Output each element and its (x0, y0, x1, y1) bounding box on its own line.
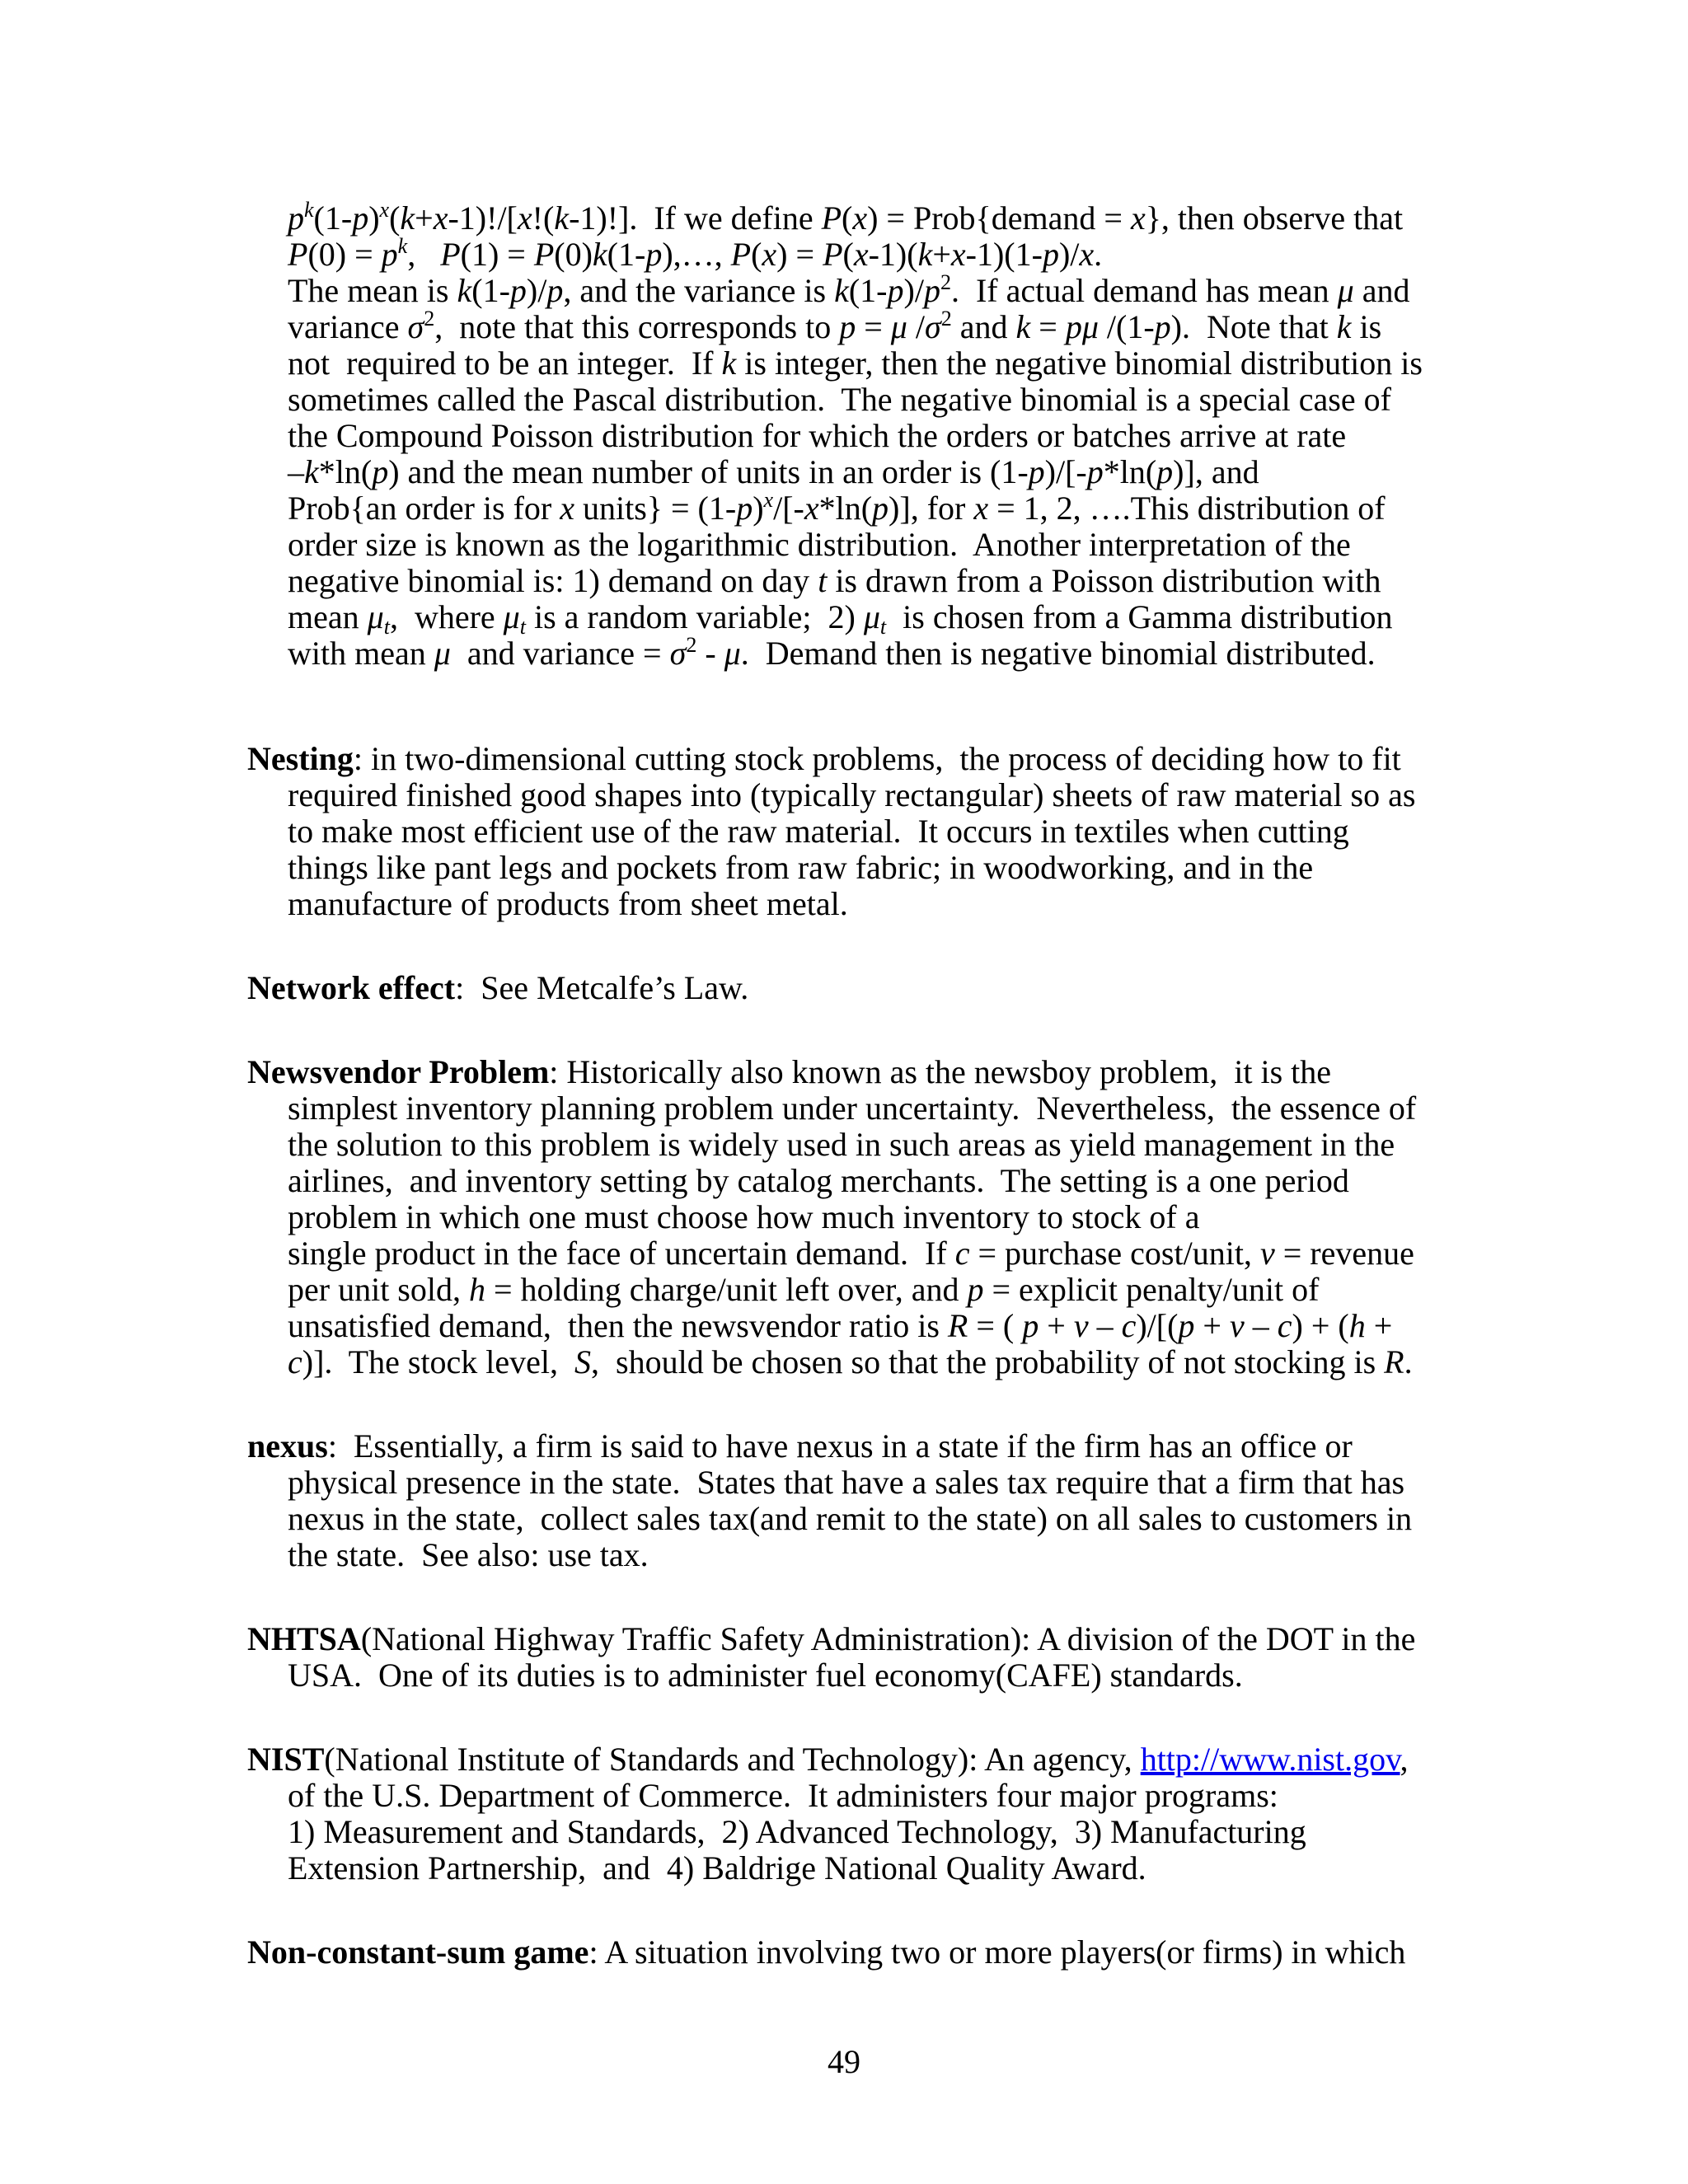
text-run: = 1, 2, ….This distribution of (988, 490, 1386, 527)
text-run: = explicit penalty/unit of (983, 1271, 1320, 1308)
text-run: ( (751, 236, 762, 273)
text-run: p (1154, 308, 1171, 345)
text-run: S (574, 1343, 592, 1380)
text-run: k (554, 199, 570, 237)
text-run: is a random variable; 2) (525, 598, 864, 635)
text-run: ) = Prob{demand = (867, 199, 1131, 237)
text-run: 1) Measurement and Standards, 2) Advanced Technology, 3) Manufacturing (288, 1813, 1306, 1850)
text-line (247, 1235, 1451, 1272)
text-run: p (509, 272, 527, 309)
text-line (247, 418, 1451, 454)
text-line (247, 635, 1451, 672)
text-run: σ (669, 635, 687, 672)
text-run: / (907, 308, 925, 345)
text-run: p (372, 453, 389, 490)
glossary-entry (247, 1741, 1451, 1886)
text-run: x (852, 199, 868, 237)
text-run: ( (389, 199, 401, 237)
text-run: )/ (1058, 236, 1080, 273)
text-run: required finished good shapes into (typically rectangular) sheets of raw material so as (288, 776, 1416, 813)
term-label: Nesting (247, 740, 354, 777)
text-line (247, 200, 1451, 237)
text-run: )/ (526, 272, 547, 309)
page-number: 49 (828, 2043, 860, 2080)
text-run: p (1028, 453, 1045, 490)
text-line (247, 1344, 1451, 1380)
glossary-entry (247, 1621, 1451, 1694)
text-run: x (517, 199, 532, 237)
text-line (247, 1778, 1451, 1814)
text-line (247, 813, 1451, 850)
text-run: manufacture of products from sheet metal. (288, 885, 848, 922)
text-run: x (379, 198, 390, 222)
text-run: ). Note that (1170, 308, 1337, 345)
text-run: things like pant legs and pockets from raw fabric; in woodworking, and in the (288, 849, 1314, 886)
text-run: t (519, 615, 526, 639)
text-run: -1)!/[ (448, 199, 518, 237)
text-run: μ (1337, 272, 1354, 309)
text-line (247, 490, 1451, 527)
text-run: ( (842, 199, 853, 237)
text-run: = revenue (1274, 1235, 1414, 1272)
text-run: airlines, and inventory setting by catalog merchants. The setting is a one period (288, 1162, 1349, 1199)
text-run: μ (890, 308, 907, 345)
text-run: p (1022, 1307, 1039, 1344)
text-run: 2 (940, 307, 952, 330)
term-label: Newsvendor Problem (247, 1053, 550, 1090)
text-run: h (1348, 1307, 1366, 1344)
text-run: = (856, 308, 891, 345)
text-line (247, 1090, 1451, 1127)
text-run: (0) (554, 236, 593, 273)
text-run: x (762, 236, 777, 273)
text-run: p (1042, 236, 1059, 273)
text-run: x (433, 199, 448, 237)
text-run: the state. See also: use tax. (288, 1536, 649, 1573)
text-run: P (533, 236, 555, 273)
text-run: p (645, 236, 663, 273)
glossary-entry (247, 1934, 1451, 1971)
text-run: )/ (903, 272, 924, 309)
text-run: , should be chosen so that the probability of not stocking is (591, 1343, 1385, 1380)
text-run: p (352, 199, 369, 237)
text-run: , and the variance is (563, 272, 835, 309)
text-run: k (917, 236, 933, 273)
text-run: ),…, (662, 236, 731, 273)
text-run: physical presence in the state. States that have a sales tax require that a firm that has (288, 1464, 1405, 1501)
text-run: t (818, 562, 828, 599)
text-run: and (1353, 272, 1410, 309)
text-run: k (834, 272, 849, 309)
text-line (247, 1465, 1451, 1501)
text-run: p (839, 308, 856, 345)
text-run: , where (389, 598, 504, 635)
text-run: p (872, 490, 889, 527)
text-run: x (560, 490, 574, 527)
text-line (247, 563, 1451, 599)
text-run: p (967, 1271, 984, 1308)
text-run: μ (724, 635, 741, 672)
text-run: sometimes called the Pascal distribution. The negative binomial is a special case of (288, 381, 1391, 418)
glossary-entry (247, 970, 1451, 1006)
text-run: order size is known as the logarithmic distribution. Another interpretation of the (288, 526, 1351, 563)
text-line (247, 1657, 1451, 1694)
text-run: )], and (1173, 453, 1259, 490)
text-run: to make most efficient use of the raw material. It occurs in textiles when cutting (288, 813, 1349, 850)
text-run: – (1088, 1307, 1122, 1344)
text-run: (1- (607, 236, 646, 273)
text-run: ) + ( (1292, 1307, 1349, 1344)
text-run: p (736, 490, 753, 527)
text-line (247, 1199, 1451, 1235)
text-run: and (951, 308, 1016, 345)
text-run: is integer, then the negative binomial distribution is (736, 344, 1423, 382)
text-line (247, 1272, 1451, 1308)
text-run: pμ (1065, 308, 1099, 345)
text-run: (National Highway Traffic Safety Administration): A division of the DOT in the (360, 1620, 1416, 1657)
text-line (247, 1428, 1451, 1465)
text-run: p (1178, 1307, 1195, 1344)
text-run: problem in which one must choose how much inventory to stock of a (288, 1198, 1200, 1235)
text-run: (1- (848, 272, 888, 309)
text-run: k (1336, 308, 1352, 345)
text-run: = (1030, 308, 1066, 345)
text-run: and variance = (450, 635, 670, 672)
text-run: R (1384, 1343, 1404, 1380)
text-run: : Historically also known as the newsboy problem, it is the (549, 1053, 1332, 1090)
text-run: + (1365, 1307, 1393, 1344)
text-run: k (400, 199, 415, 237)
page-content (247, 200, 1451, 1971)
text-line (247, 234, 1451, 273)
glossary-entry (247, 1428, 1451, 1573)
text-run: c (1277, 1307, 1292, 1344)
text-run: )]. The stock level, (302, 1343, 575, 1380)
text-run: x (1130, 199, 1146, 237)
text-run: ) and the mean number of units in an order is (1- (388, 453, 1029, 490)
text-run: is chosen from a Gamma distribution (886, 598, 1393, 635)
text-run: the Compound Poisson distribution for which the orders or batches arrive at rate (288, 417, 1347, 454)
text-line (247, 777, 1451, 813)
text-line (247, 309, 1451, 345)
text-line (247, 527, 1451, 563)
text-run: per unit sold, (288, 1271, 469, 1308)
text-run: k (304, 198, 314, 222)
text-run: p (887, 272, 904, 309)
text-run: p (923, 272, 940, 309)
text-run: v (1073, 1307, 1089, 1344)
text-run: simplest inventory planning problem under uncertainty. Nevertheless, the essence of (288, 1090, 1417, 1127)
text-run: c (1121, 1307, 1137, 1344)
text-run: k (1015, 308, 1031, 345)
text-run: σ (407, 308, 424, 345)
text-run: with mean (288, 635, 434, 672)
text-run: + (932, 236, 951, 273)
text-run: unsatisfied demand, then the newsvendor ratio is (288, 1307, 948, 1344)
text-run: 2 (424, 307, 435, 330)
text-run: The mean is (288, 272, 457, 309)
text-run: not required to be an integer. If (288, 344, 722, 382)
text-run: , note that this corresponds to (434, 308, 840, 345)
text-run: μ (503, 598, 520, 635)
text-run: – (288, 453, 304, 490)
text-line (247, 886, 1451, 922)
text-run: ) (368, 199, 380, 237)
text-run: USA. One of its duties is to administer fuel economy(CAFE) standards. (288, 1657, 1243, 1694)
nist-link[interactable]: http://www.nist.gov (1140, 1741, 1400, 1778)
text-run: p (1156, 453, 1174, 490)
text-run: Extension Partnership, and 4) Baldrige National Quality Award. (288, 1849, 1146, 1886)
text-run: the solution to this problem is widely used in such areas as yield management in the (288, 1126, 1395, 1163)
text-run: x (853, 236, 869, 273)
text-run: -1)(1- (965, 236, 1043, 273)
text-run: of the U.S. Department of Commerce. It administers four major programs: (288, 1777, 1278, 1814)
text-run: x (763, 488, 774, 512)
text-run: + (1194, 1307, 1230, 1344)
text-run: -1)!]. If we define (569, 199, 822, 237)
text-run: variance (288, 308, 408, 345)
text-run: nexus in the state, collect sales tax(and remit to the state) on all sales to customers in (288, 1500, 1413, 1537)
text-run: μ (863, 598, 880, 635)
term-label: NIST (247, 1741, 325, 1778)
text-line (247, 1163, 1451, 1199)
text-run: (1) = (460, 236, 534, 273)
text-run: (1- (471, 272, 510, 309)
text-run: (0) = (307, 236, 382, 273)
text-line (247, 1814, 1451, 1850)
text-run: *ln( (318, 453, 373, 490)
text-line (247, 1501, 1451, 1537)
text-run: p (381, 236, 398, 273)
text-run: t (879, 615, 887, 639)
text-run: P (823, 236, 843, 273)
text-run: (1- (313, 199, 353, 237)
text-run: k (457, 272, 472, 309)
text-line (247, 1621, 1451, 1657)
text-run: *ln( (818, 490, 873, 527)
text-run: : See Metcalfe’s Law. (455, 969, 749, 1006)
text-line (247, 454, 1451, 490)
text-run: = purchase cost/unit, (969, 1235, 1260, 1272)
term-label: Non-constant-sum game (247, 1933, 589, 1971)
text-run: + (1039, 1307, 1074, 1344)
term-label: Network effect (247, 969, 456, 1006)
glossary-entry (247, 741, 1451, 922)
text-run: ) = (776, 236, 823, 273)
text-run: ) (753, 490, 764, 527)
text-line (247, 1741, 1451, 1778)
text-run: is drawn from a Poisson distribution with (827, 562, 1381, 599)
text-run: h (468, 1271, 485, 1308)
text-run: c (954, 1235, 970, 1272)
text-run: x (950, 236, 966, 273)
text-run: single product in the face of uncertain demand. If (288, 1235, 955, 1272)
text-run: : Essentially, a firm is said to have nexus in a state if the firm has an office or (327, 1427, 1353, 1465)
text-run: : A situation involving two or more players(or firms) in which (588, 1933, 1406, 1971)
text-line (247, 850, 1451, 886)
text-run: p (288, 199, 304, 237)
text-run: , (1400, 1741, 1409, 1778)
text-run: = ( (968, 1307, 1023, 1344)
text-run: - (696, 635, 724, 672)
text-run: x (804, 490, 819, 527)
text-run: + (415, 199, 434, 237)
text-line (247, 1934, 1451, 1971)
text-run: x (973, 490, 989, 527)
glossary-entry (247, 1054, 1451, 1380)
text-line (247, 970, 1451, 1006)
text-run: -1)( (868, 236, 918, 273)
text-run: k (721, 344, 737, 382)
text-run: 2 (686, 633, 697, 657)
text-run: R (947, 1307, 968, 1344)
glossary-entry (247, 200, 1451, 672)
term-label: nexus (247, 1427, 328, 1465)
text-line (247, 270, 1451, 309)
text-run: . Demand then is negative binomial distributed. (740, 635, 1376, 672)
text-run: σ (925, 308, 941, 345)
text-run: *ln( (1103, 453, 1157, 490)
text-run: v (1229, 1307, 1245, 1344)
text-run: p (546, 272, 564, 309)
text-run: ( (842, 236, 854, 273)
text-line (247, 598, 1451, 639)
text-run: 2 (940, 270, 951, 294)
text-run: )/[( (1136, 1307, 1179, 1344)
text-run: units} = (1- (574, 490, 737, 527)
text-run: is (1351, 308, 1382, 345)
text-run: (National Institute of Standards and Technology): An agency, (324, 1741, 1141, 1778)
text-run: /[- (773, 490, 804, 527)
text-run: P (288, 236, 308, 273)
text-run: P (821, 199, 842, 237)
text-run: : in two-dimensional cutting stock problems, the process of deciding how to fit (353, 740, 1401, 777)
text-run: v (1259, 1235, 1275, 1272)
text-run: )/[- (1044, 453, 1087, 490)
text-run: . (1404, 1343, 1413, 1380)
text-run: . (1094, 236, 1103, 273)
text-run: }, then observe that (1145, 199, 1404, 237)
text-run: p (1086, 453, 1104, 490)
text-line (247, 1850, 1451, 1886)
text-run: k (397, 234, 408, 258)
text-run: negative binomial is: 1) demand on day (288, 562, 818, 599)
text-run: /(1- (1098, 308, 1155, 345)
text-run: )], for (889, 490, 974, 527)
text-run: k (592, 236, 607, 273)
text-run: x (1079, 236, 1095, 273)
text-line (247, 382, 1451, 418)
text-run: – (1244, 1307, 1278, 1344)
text-run: = holding charge/unit left over, and (485, 1271, 968, 1308)
text-run: !( (532, 199, 555, 237)
text-run: P (440, 236, 461, 273)
text-line (247, 1308, 1451, 1344)
text-run: t (383, 615, 390, 639)
text-run: μ (434, 635, 451, 672)
text-line (247, 1054, 1451, 1090)
text-run: Prob{an order is for (288, 490, 560, 527)
text-run: k (304, 453, 319, 490)
term-label: NHTSA (247, 1620, 361, 1657)
text-line (247, 345, 1451, 382)
text-run: . If actual demand has mean (950, 272, 1338, 309)
text-run: μ (367, 598, 384, 635)
text-run: c (288, 1343, 302, 1380)
text-run: P (730, 236, 752, 273)
text-run: mean (288, 598, 368, 635)
text-line (247, 1537, 1451, 1573)
text-run: , (407, 236, 441, 273)
text-line (247, 1127, 1451, 1163)
text-line (247, 741, 1451, 777)
